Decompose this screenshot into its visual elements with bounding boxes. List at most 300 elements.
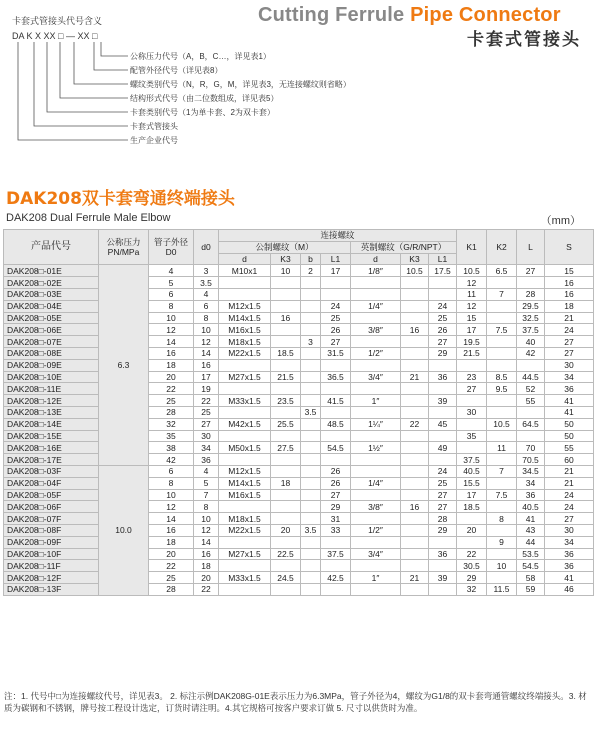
cell-gk3: 16	[401, 324, 429, 336]
cell-l1: 37.5	[321, 548, 351, 560]
cell-k2	[487, 572, 517, 584]
cell-pressure: 6.3	[99, 265, 149, 466]
cell-k3	[271, 406, 301, 418]
cell-k1: 37.5	[457, 454, 487, 466]
cell-d0: 14	[194, 536, 219, 548]
cell-l1: 26	[321, 465, 351, 477]
legend-line-7: 生产企业代号	[130, 136, 178, 145]
cell-gk3	[401, 300, 429, 312]
cell-b	[301, 513, 321, 525]
cell-gl1: 24	[429, 465, 457, 477]
cell-gk3	[401, 442, 429, 454]
cell-od: 18	[149, 359, 194, 371]
cell-l1: 24	[321, 300, 351, 312]
cell-d0: 8	[194, 501, 219, 513]
cell-k2: 10	[487, 560, 517, 572]
cell-g: 1″	[351, 395, 401, 407]
cell-s: 24	[545, 324, 594, 336]
cell-gk3	[401, 454, 429, 466]
cell-code: DAK208□-10E	[4, 371, 99, 383]
cell-s: 36	[545, 383, 594, 395]
cell-s: 34	[545, 371, 594, 383]
cell-l: 27	[517, 265, 545, 277]
cell-s: 41	[545, 395, 594, 407]
cell-l1: 42.5	[321, 572, 351, 584]
cell-code: DAK208□-07E	[4, 336, 99, 348]
cell-od: 18	[149, 536, 194, 548]
cell-l: 43	[517, 524, 545, 536]
cell-l1: 33	[321, 524, 351, 536]
cell-k1	[457, 442, 487, 454]
cell-l1	[321, 359, 351, 371]
cell-l: 52	[517, 383, 545, 395]
cell-k1: 20	[457, 524, 487, 536]
cell-m	[219, 583, 271, 595]
cell-k2	[487, 312, 517, 324]
cell-s: 27	[545, 347, 594, 359]
cell-l	[517, 277, 545, 289]
header-imperial-k3: K3	[401, 253, 429, 265]
cell-k2	[487, 359, 517, 371]
cell-l: 34	[517, 477, 545, 489]
cell-s: 41	[545, 406, 594, 418]
cell-od: 12	[149, 501, 194, 513]
cell-k2: 7.5	[487, 324, 517, 336]
cell-d0: 3.5	[194, 277, 219, 289]
cell-code: DAK208□-15E	[4, 430, 99, 442]
header-od: 管子外径D0	[149, 230, 194, 265]
cell-b	[301, 359, 321, 371]
cell-gk3	[401, 383, 429, 395]
cell-od: 28	[149, 406, 194, 418]
cell-gk3	[401, 536, 429, 548]
cell-g: 3/4″	[351, 371, 401, 383]
cell-k3	[271, 383, 301, 395]
cell-d0: 27	[194, 418, 219, 430]
header-k2: K2	[487, 230, 517, 265]
cell-d0: 5	[194, 477, 219, 489]
cell-gk3	[401, 336, 429, 348]
cell-m	[219, 501, 271, 513]
cell-m	[219, 277, 271, 289]
cell-l	[517, 359, 545, 371]
code-legend-diagram	[0, 0, 140, 150]
cell-s: 50	[545, 418, 594, 430]
cell-b	[301, 454, 321, 466]
cell-code: DAK208□-09E	[4, 359, 99, 371]
cell-m: M16x1.5	[219, 489, 271, 501]
cell-l: 34.5	[517, 465, 545, 477]
cell-k2	[487, 347, 517, 359]
cell-k3	[271, 513, 301, 525]
cell-l1: 41.5	[321, 395, 351, 407]
cell-d0: 8	[194, 312, 219, 324]
header-imperial-d: d	[351, 253, 401, 265]
cell-d0: 30	[194, 430, 219, 442]
table-row	[4, 371, 594, 383]
cell-l: 41	[517, 513, 545, 525]
cell-k3	[271, 277, 301, 289]
cell-gl1: 17.5	[429, 265, 457, 277]
cell-k1: 27	[457, 383, 487, 395]
cell-k2: 7.5	[487, 489, 517, 501]
cell-od: 14	[149, 336, 194, 348]
header	[0, 0, 597, 170]
cell-m: M33x1.5	[219, 572, 271, 584]
cell-m	[219, 406, 271, 418]
header-imperial-l1: L1	[429, 253, 457, 265]
cell-l1	[321, 277, 351, 289]
header-metric-d: d	[219, 253, 271, 265]
cell-l: 32.5	[517, 312, 545, 324]
cell-gl1	[429, 277, 457, 289]
cell-code: DAK208□-08F	[4, 524, 99, 536]
legend-line-6: 卡套式管接头	[130, 122, 178, 131]
cell-l: 29.5	[517, 300, 545, 312]
cell-gk3	[401, 288, 429, 300]
cell-l: 55	[517, 395, 545, 407]
cell-code: DAK208□-08E	[4, 347, 99, 359]
cell-g	[351, 277, 401, 289]
cell-k2	[487, 454, 517, 466]
cell-l1	[321, 583, 351, 595]
brand-en-part1: Cutting Ferrule	[258, 4, 405, 26]
cell-s: 24	[545, 489, 594, 501]
cell-m: M33x1.5	[219, 395, 271, 407]
cell-gk3	[401, 513, 429, 525]
cell-k1: 22	[457, 548, 487, 560]
table-row	[4, 359, 594, 371]
spec-table	[3, 229, 594, 596]
cell-od: 4	[149, 265, 194, 277]
cell-b	[301, 560, 321, 572]
cell-gl1: 25	[429, 312, 457, 324]
cell-l: 42	[517, 347, 545, 359]
cell-gk3	[401, 489, 429, 501]
header-metric-k3: K3	[271, 253, 301, 265]
cell-code: DAK208□-03F	[4, 465, 99, 477]
cell-l1	[321, 536, 351, 548]
cell-l	[517, 430, 545, 442]
cell-m	[219, 383, 271, 395]
cell-gk3	[401, 430, 429, 442]
cell-s: 16	[545, 288, 594, 300]
cell-k1	[457, 395, 487, 407]
cell-d0: 18	[194, 560, 219, 572]
cell-gl1: 29	[429, 347, 457, 359]
cell-od: 22	[149, 560, 194, 572]
cell-l1	[321, 430, 351, 442]
cell-m	[219, 430, 271, 442]
cell-code: DAK208□-11F	[4, 560, 99, 572]
cell-g	[351, 383, 401, 395]
cell-gl1	[429, 560, 457, 572]
notes: 注：1. 代号中□为连接螺纹代号，详见表3。 2. 标注示例DAK208G-01E表示压力为6.3MPa，管子外径为4，螺纹为G1/8的双卡套弯通管螺纹终端接头。3. 材质为碳钢和不锈钢，牌号按工程设计选定，订货时请注明。4.其它规格可按客户要求订做 5. 尺寸以供货时为准。	[4, 691, 587, 713]
cell-k3: 20	[271, 524, 301, 536]
cell-k2	[487, 395, 517, 407]
brand-en-part2: Pipe Connector	[410, 4, 561, 26]
cell-b	[301, 288, 321, 300]
cell-l: 64.5	[517, 418, 545, 430]
cell-k1: 40.5	[457, 465, 487, 477]
header-d0: d0	[194, 230, 219, 265]
table-row	[4, 265, 594, 277]
cell-gl1: 28	[429, 513, 457, 525]
cell-k3	[271, 300, 301, 312]
code-pattern: DA K X XX □ — XX □	[12, 31, 98, 41]
cell-s: 21	[545, 465, 594, 477]
cell-g	[351, 536, 401, 548]
cell-gk3: 21	[401, 572, 429, 584]
cell-l: 70.5	[517, 454, 545, 466]
cell-s: 41	[545, 572, 594, 584]
cell-g	[351, 430, 401, 442]
cell-od: 8	[149, 477, 194, 489]
cell-gl1	[429, 288, 457, 300]
cell-b	[301, 347, 321, 359]
brand-english	[258, 4, 561, 27]
cell-code: DAK208□-01E	[4, 265, 99, 277]
cell-code: DAK208□-13F	[4, 583, 99, 595]
cell-k1: 19.5	[457, 336, 487, 348]
cell-b	[301, 501, 321, 513]
cell-k3	[271, 430, 301, 442]
cell-k1	[457, 418, 487, 430]
cell-k3	[271, 336, 301, 348]
cell-k2: 9.5	[487, 383, 517, 395]
cell-k3	[271, 465, 301, 477]
table-row	[4, 347, 594, 359]
cell-d0: 7	[194, 489, 219, 501]
cell-b	[301, 418, 321, 430]
cell-g: 1¼″	[351, 418, 401, 430]
cell-g	[351, 513, 401, 525]
cell-gl1	[429, 359, 457, 371]
cell-g	[351, 312, 401, 324]
cell-gk3	[401, 465, 429, 477]
cell-code: DAK208□-12F	[4, 572, 99, 584]
cell-d0: 10	[194, 513, 219, 525]
cell-b	[301, 489, 321, 501]
cell-m: M14x1.5	[219, 312, 271, 324]
cell-s: 46	[545, 583, 594, 595]
cell-code: DAK208□-03E	[4, 288, 99, 300]
cell-m	[219, 536, 271, 548]
cell-gk3	[401, 524, 429, 536]
cell-k1: 21.5	[457, 347, 487, 359]
cell-k3	[271, 536, 301, 548]
header-thread: 连接螺纹	[219, 230, 457, 242]
cell-l: 28	[517, 288, 545, 300]
cell-od: 16	[149, 347, 194, 359]
cell-k2: 9	[487, 536, 517, 548]
cell-gk3	[401, 583, 429, 595]
cell-l1: 48.5	[321, 418, 351, 430]
cell-od: 10	[149, 312, 194, 324]
table-row	[4, 324, 594, 336]
cell-d0: 12	[194, 336, 219, 348]
cell-k3	[271, 583, 301, 595]
cell-gk3	[401, 548, 429, 560]
cell-k2	[487, 336, 517, 348]
cell-code: DAK208□-07F	[4, 513, 99, 525]
cell-l1: 31	[321, 513, 351, 525]
cell-m: M10x1	[219, 265, 271, 277]
cell-g: 1/4″	[351, 300, 401, 312]
cell-g: 1/2″	[351, 347, 401, 359]
cell-d0: 22	[194, 395, 219, 407]
cell-d0: 19	[194, 383, 219, 395]
cell-k2: 6.5	[487, 265, 517, 277]
cell-b	[301, 371, 321, 383]
brand-chinese: 卡套式管接头	[467, 30, 581, 50]
cell-od: 5	[149, 277, 194, 289]
cell-s: 27	[545, 513, 594, 525]
cell-k2: 11	[487, 442, 517, 454]
cell-m	[219, 359, 271, 371]
cell-k1	[457, 359, 487, 371]
cell-k1: 30	[457, 406, 487, 418]
header-s: S	[545, 230, 594, 265]
cell-m: M14x1.5	[219, 477, 271, 489]
cell-l1	[321, 406, 351, 418]
cell-l	[517, 406, 545, 418]
cell-l1: 27	[321, 489, 351, 501]
cell-l1	[321, 454, 351, 466]
cell-d0: 6	[194, 300, 219, 312]
cell-k3: 18.5	[271, 347, 301, 359]
cell-g	[351, 288, 401, 300]
cell-s: 27	[545, 336, 594, 348]
cell-gl1	[429, 583, 457, 595]
cell-s: 24	[545, 501, 594, 513]
cell-code: DAK208□-12E	[4, 395, 99, 407]
cell-b: 3.5	[301, 406, 321, 418]
cell-d0: 3	[194, 265, 219, 277]
cell-k3	[271, 288, 301, 300]
cell-code: DAK208□-14E	[4, 418, 99, 430]
cell-k2: 8	[487, 513, 517, 525]
cell-d0: 36	[194, 454, 219, 466]
cell-gl1: 27	[429, 501, 457, 513]
cell-gl1	[429, 430, 457, 442]
cell-d0: 12	[194, 524, 219, 536]
cell-gl1: 39	[429, 572, 457, 584]
cell-od: 14	[149, 513, 194, 525]
legend-line-2: 配管外径代号（详见表8）	[130, 66, 223, 75]
cell-gk3	[401, 277, 429, 289]
cell-gl1: 36	[429, 371, 457, 383]
cell-l: 44	[517, 536, 545, 548]
legend-line-3: 螺纹类别代号（N，R，G，M，详见表3，无连接螺纹则省略）	[130, 80, 351, 89]
table-row	[4, 536, 594, 548]
header-imperial: 英制螺纹（G/R/NPT）	[351, 241, 457, 253]
cell-k1: 15.5	[457, 477, 487, 489]
header-metric: 公制螺纹（M）	[219, 241, 351, 253]
cell-code: DAK208□-10F	[4, 548, 99, 560]
cell-m	[219, 454, 271, 466]
cell-m: M50x1.5	[219, 442, 271, 454]
header-k1: K1	[457, 230, 487, 265]
cell-g: 3/4″	[351, 548, 401, 560]
table-row	[4, 454, 594, 466]
cell-gk3: 22	[401, 418, 429, 430]
cell-d0: 4	[194, 288, 219, 300]
cell-k1: 35	[457, 430, 487, 442]
table-row	[4, 383, 594, 395]
cell-code: DAK208□-04F	[4, 477, 99, 489]
cell-k3: 21.5	[271, 371, 301, 383]
cell-k2	[487, 501, 517, 513]
cell-od: 35	[149, 430, 194, 442]
cell-m: M22x1.5	[219, 524, 271, 536]
cell-b	[301, 300, 321, 312]
cell-gk3	[401, 347, 429, 359]
cell-b: 2	[301, 265, 321, 277]
cell-gl1: 39	[429, 395, 457, 407]
cell-g: 1/2″	[351, 524, 401, 536]
cell-k1: 23	[457, 371, 487, 383]
cell-b	[301, 383, 321, 395]
cell-gl1	[429, 536, 457, 548]
table-row	[4, 277, 594, 289]
table-row	[4, 312, 594, 324]
cell-l1: 27	[321, 336, 351, 348]
cell-od: 32	[149, 418, 194, 430]
cell-s: 18	[545, 300, 594, 312]
cell-k2	[487, 430, 517, 442]
cell-s: 15	[545, 265, 594, 277]
cell-l1: 17	[321, 265, 351, 277]
cell-code: DAK208□-16E	[4, 442, 99, 454]
cell-gl1	[429, 454, 457, 466]
cell-k3	[271, 454, 301, 466]
cell-b: 3	[301, 336, 321, 348]
code-legend-title: 卡套式管接头代号含义	[12, 16, 103, 26]
cell-g: 1″	[351, 572, 401, 584]
header-l: L	[517, 230, 545, 265]
cell-l1: 54.5	[321, 442, 351, 454]
cell-code: DAK208□-09F	[4, 536, 99, 548]
cell-gl1: 27	[429, 489, 457, 501]
cell-k1: 12	[457, 300, 487, 312]
cell-s: 30	[545, 359, 594, 371]
cell-gk3	[401, 359, 429, 371]
cell-l: 40.5	[517, 501, 545, 513]
cell-l1: 36.5	[321, 371, 351, 383]
cell-k1: 30.5	[457, 560, 487, 572]
cell-s: 34	[545, 536, 594, 548]
cell-gl1: 27	[429, 336, 457, 348]
cell-b	[301, 312, 321, 324]
cell-k1: 29	[457, 572, 487, 584]
cell-b	[301, 277, 321, 289]
cell-k1: 10.5	[457, 265, 487, 277]
cell-m: M22x1.5	[219, 347, 271, 359]
cell-l1: 26	[321, 324, 351, 336]
cell-b	[301, 477, 321, 489]
cell-od: 25	[149, 395, 194, 407]
cell-k2: 7	[487, 465, 517, 477]
cell-gl1: 29	[429, 524, 457, 536]
cell-l: 70	[517, 442, 545, 454]
cell-d0: 22	[194, 583, 219, 595]
table-row	[4, 572, 594, 584]
cell-g	[351, 583, 401, 595]
cell-m: M12x1.5	[219, 465, 271, 477]
unit-label: （mm）	[540, 215, 581, 227]
cell-l1	[321, 288, 351, 300]
